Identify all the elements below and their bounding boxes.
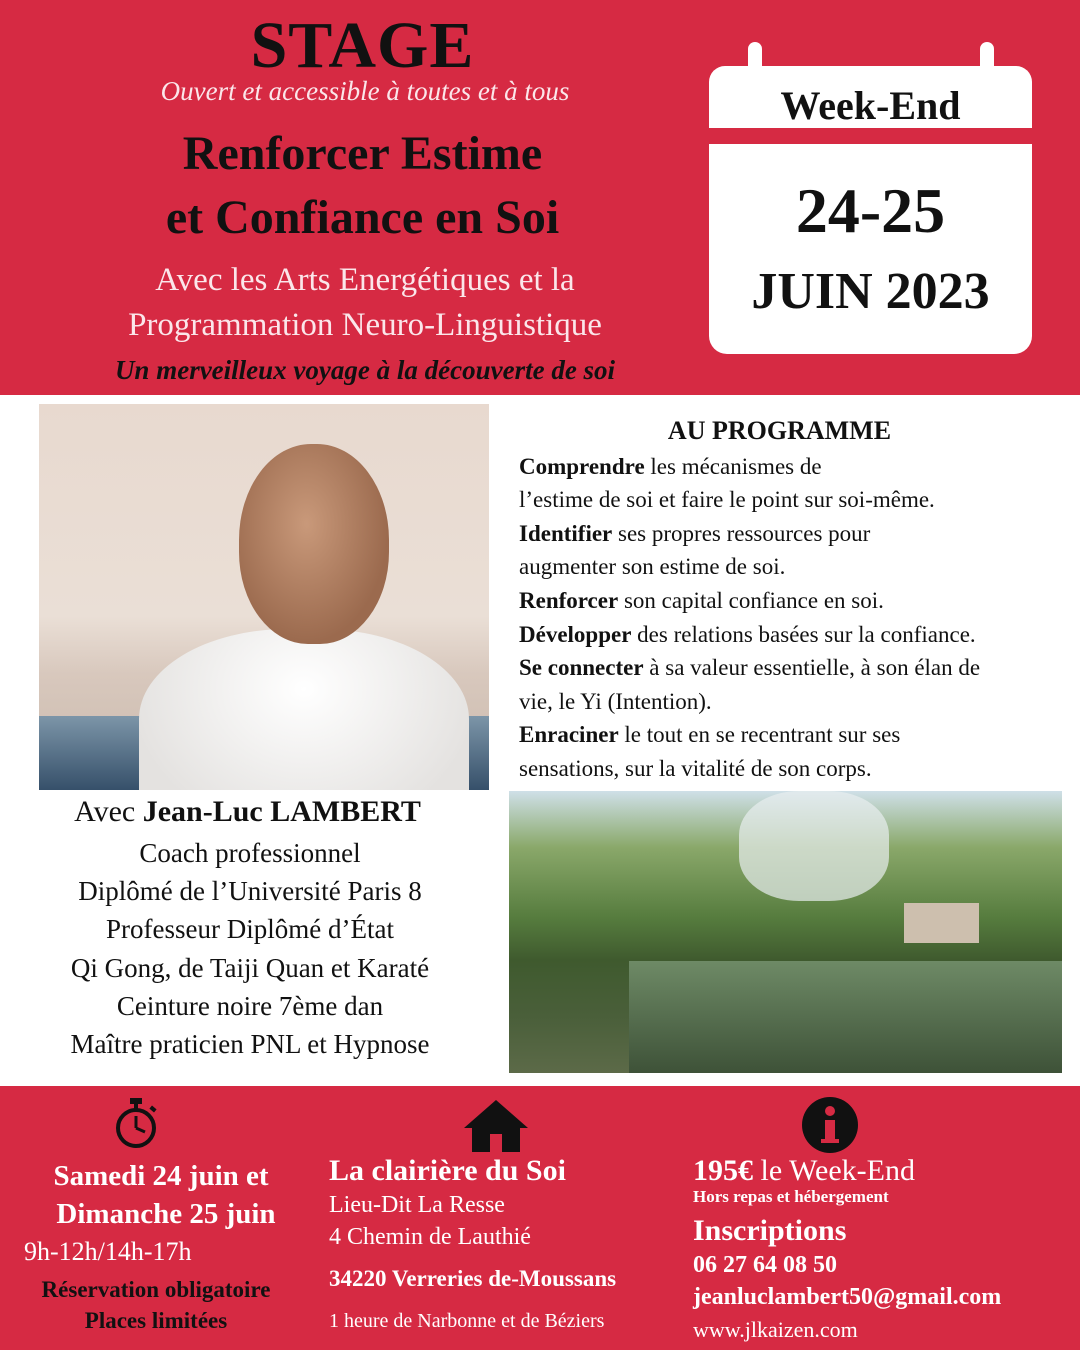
calendar-header (709, 66, 1032, 128)
programme-item-cont: l’estime de soi et faire le point sur soi-même. (519, 487, 935, 512)
price-line (693, 1154, 915, 1188)
programme-title: AU PROGRAMME (667, 416, 892, 445)
bio-line: Diplômé de l’Université Paris 8 (78, 876, 422, 906)
places-note: Places limitées (84, 1308, 228, 1333)
website-link[interactable]: www.jlkaizen.com (693, 1317, 858, 1342)
hours: 9h-12h/14h-17h (24, 1237, 192, 1266)
price: 195€ (693, 1154, 753, 1187)
date-line-2: Dimanche 25 juin (56, 1198, 276, 1230)
venue-name: La clairière du Soi (329, 1154, 566, 1187)
bio-line: Maître praticien PNL et Hypnose (70, 1029, 430, 1059)
calendar-label: Week-End (780, 83, 961, 128)
bio-line: Professeur Diplômé d’État (106, 914, 394, 944)
programme-item: Identifier ses propres ressources pour (519, 521, 871, 546)
avec-label: Avec (74, 795, 143, 828)
venue-city: 34220 Verreries de-Moussans (329, 1266, 617, 1291)
venue-distance: 1 heure de Narbonne et de Béziers (329, 1310, 605, 1332)
info-icon (801, 1096, 859, 1154)
coach-name: Jean-Luc LAMBERT (142, 795, 421, 828)
programme-item: Comprendre les mécanismes de (519, 454, 822, 479)
subtitle-line-1: Avec les Arts Energétiques et la (155, 262, 575, 298)
price-note: Hors repas et hébergement (693, 1187, 889, 1206)
venue-address-1: Lieu-Dit La Resse (329, 1192, 505, 1218)
programme-item-cont: sensations, sur la vitalité de son corps. (519, 756, 872, 781)
calendar-graphic (709, 66, 1032, 354)
price-label: le Week-End (753, 1154, 915, 1187)
calendar-days: 24-25 (795, 175, 946, 246)
programme-item-cont: vie, le Yi (Intention). (519, 689, 712, 714)
email-link[interactable]: jeanluclambert50@gmail.com (693, 1284, 1002, 1310)
calendar-month: JUIN 2023 (751, 263, 990, 320)
open-to-all-text: Ouvert et accessible à toutes et à tous (160, 76, 570, 106)
venue-photo (509, 791, 1062, 1073)
venue-address-2: 4 Chemin de Lauthié (329, 1224, 531, 1250)
programme-item-cont: augmenter son estime de soi. (519, 554, 786, 579)
programme-item: Se connecter à sa valeur essentielle, à son élan de (519, 655, 981, 680)
stopwatch-icon (112, 1098, 160, 1150)
title-line-2: et Confiance en Soi (165, 191, 560, 244)
bio-line: Ceinture noire 7ème dan (116, 991, 384, 1021)
bio-line: Coach professionnel (139, 838, 361, 868)
tagline: Un merveilleux voyage à la découverte de soi (114, 355, 616, 385)
header-band (0, 0, 1080, 395)
house-icon (462, 1098, 530, 1154)
reservation-note: Réservation obligatoire (41, 1277, 271, 1302)
footer-band (0, 1086, 1080, 1350)
subtitle-line-2: Programmation Neuro-Linguistique (128, 307, 602, 343)
inscriptions-heading: Inscriptions (693, 1214, 847, 1247)
phone-number[interactable]: 06 27 64 08 50 (693, 1252, 837, 1278)
coach-name-line (0, 795, 495, 829)
date-line-1: Samedi 24 juin et (53, 1160, 269, 1192)
programme-item: Renforcer son capital confiance en soi. (519, 588, 884, 613)
stage-heading: STAGE (250, 9, 475, 82)
bio-line: Qi Gong, de Taiji Quan et Karaté (70, 953, 430, 983)
portrait-photo (39, 404, 489, 790)
title-line-1: Renforcer Estime (182, 127, 543, 180)
programme-item: Enraciner le tout en se recentrant sur ses (519, 722, 901, 747)
programme-item: Développer des relations basées sur la confiance. (519, 622, 976, 647)
